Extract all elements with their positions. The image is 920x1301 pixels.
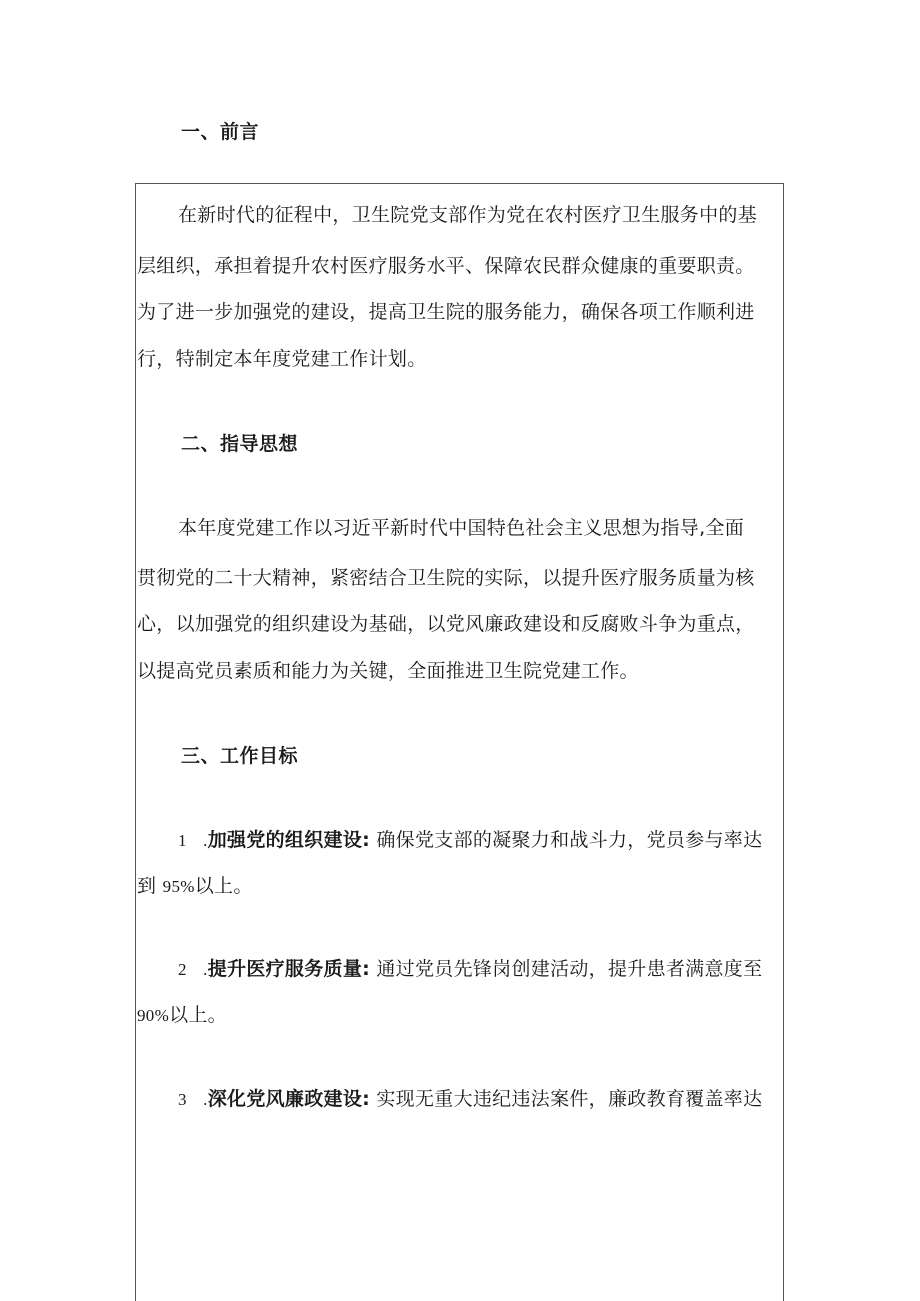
goal-label: 提升医疗服务质量: — [207, 958, 371, 980]
goal-number: 2 — [178, 960, 187, 979]
section-heading-guiding-ideology: 二、指导思想 — [181, 433, 299, 455]
goal-item-2 — [178, 957, 786, 982]
goal-separator: . — [203, 1090, 208, 1109]
goal-separator: . — [203, 960, 208, 979]
goal-label: 深化党风廉政建设: — [207, 1088, 371, 1110]
paragraph-line: 层组织，承担着提升农村医疗服务水平、保障农民群众健康的重要职责。 — [137, 255, 755, 277]
paragraph-line: 本年度党建工作以习近平新时代中国特色社会主义思想为指导,全面 — [178, 517, 745, 539]
paragraph-line: 行，特制定本年度党建工作计划。 — [137, 348, 427, 370]
goal-label: 加强党的组织建设: — [207, 829, 371, 851]
section-heading-preface: 一、前言 — [181, 121, 260, 143]
goal-text-prefix: 到 — [137, 875, 157, 897]
goal-text-suffix: 以上。 — [194, 875, 253, 897]
goal-item-1 — [178, 828, 786, 853]
goal-item-2-cont — [137, 1003, 787, 1028]
goal-item-1-cont — [137, 874, 787, 899]
paragraph-line: 心，以加强党的组织建设为基础，以党风廉政建设和反腐败斗争为重点， — [137, 613, 755, 635]
goal-percentage: 90% — [137, 1006, 170, 1025]
paragraph-line: 以提高党员素质和能力为关键，全面推进卫生院党建工作。 — [137, 660, 639, 682]
paragraph-line: 在新时代的征程中，卫生院党支部作为党在农村医疗卫生服务中的基 — [178, 204, 758, 226]
goal-text: 通过党员先锋岗创建活动，提升患者满意度至 — [376, 958, 763, 980]
paragraph-line: 贯彻党的二十大精神，紧密结合卫生院的实际，以提升医疗服务质量为核 — [137, 567, 755, 589]
section-heading-work-goals: 三、工作目标 — [181, 745, 299, 767]
goal-text: 确保党支部的凝聚力和战斗力，党员参与率达 — [376, 829, 763, 851]
goal-text: 实现无重大违纪违法案件，廉政教育覆盖率达 — [376, 1088, 763, 1110]
goal-text-suffix: 以上。 — [169, 1004, 227, 1026]
goal-percentage: 95% — [162, 877, 195, 896]
goal-item-3 — [178, 1087, 786, 1112]
goal-number: 3 — [178, 1090, 187, 1109]
paragraph-line: 为了进一步加强党的建设，提高卫生院的服务能力，确保各项工作顺利进 — [137, 301, 755, 323]
goal-separator: . — [203, 831, 208, 850]
goal-number: 1 — [178, 831, 187, 850]
